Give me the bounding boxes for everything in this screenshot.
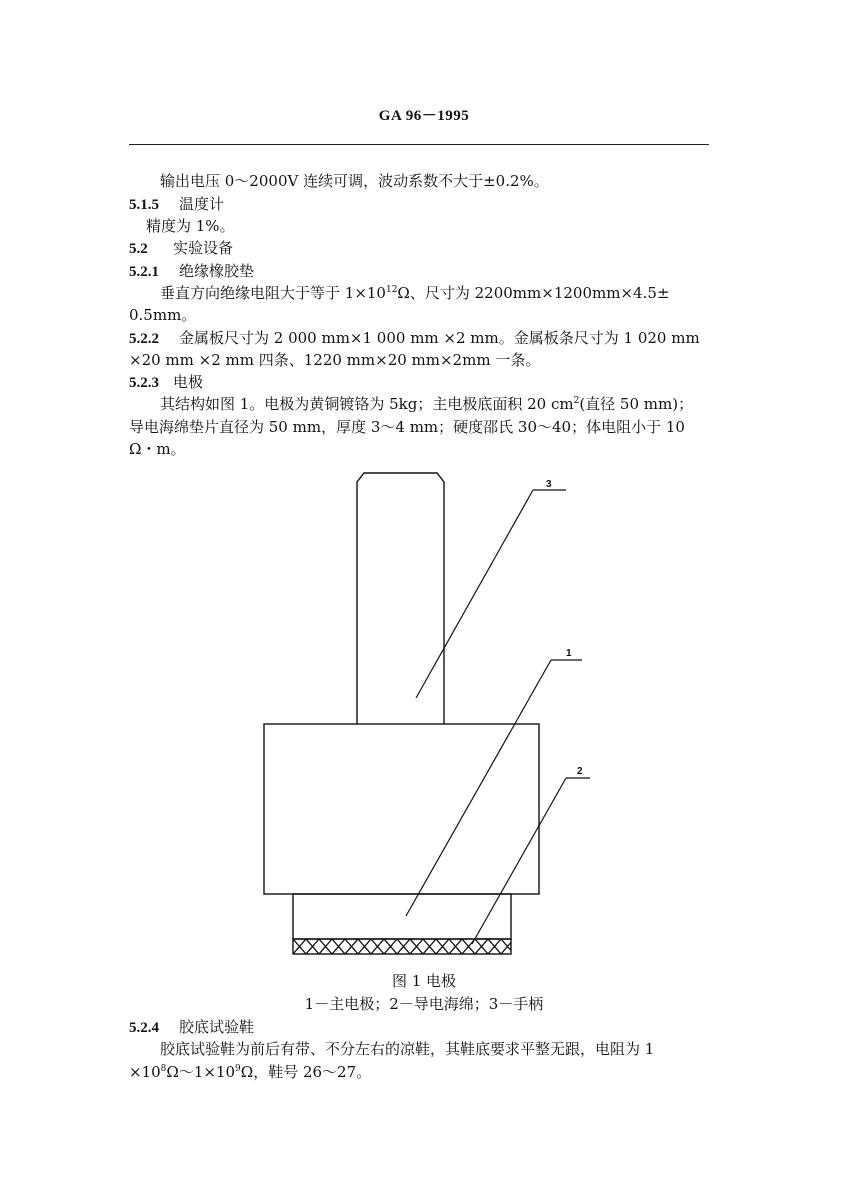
section-number: 5.2.2 [129, 331, 159, 347]
section-5-2-1-text-line-2: 0.5mm。 [129, 306, 197, 324]
section-number: 5.1.5 [129, 197, 159, 213]
figure-label-3: 3 [546, 479, 552, 490]
leader-line-2 [472, 778, 566, 944]
section-title: 电极 [173, 373, 204, 391]
text-part: (直径 50 mm)； [579, 395, 694, 413]
leader-line-3 [416, 490, 533, 698]
section-number: 5.2.4 [129, 1020, 159, 1036]
section-5-2-4-text-line-2 [129, 1062, 371, 1082]
standard-code-header: GA 96－1995 [378, 108, 470, 124]
section-5-2-4-text-line-1: 胶底试验鞋为前后有带、不分左右的凉鞋，其鞋底要求平整无跟，电阻为 1 [160, 1040, 655, 1058]
exponent: 9 [235, 1064, 241, 1074]
handle-shape [357, 473, 444, 724]
section-title: 实验设备 [173, 239, 234, 257]
leader-line-1 [406, 660, 551, 916]
figure-caption: 图 1 电极 [391, 972, 457, 990]
section-title: 绝缘橡胶垫 [179, 262, 255, 280]
figure-label-1: 1 [566, 648, 572, 659]
header-rule [129, 144, 709, 145]
section-5-2-heading [129, 238, 233, 259]
section-5-2-3-text-line-1 [160, 394, 693, 414]
section-5-2-3-text-line-2: 导电海绵垫片直径为 50 mm，厚度 3～4 mm；硬度邵氏 30～40；体电阻小于 10 [129, 418, 685, 436]
section-number: 5.2.1 [129, 264, 159, 280]
section-5-2-1-text-line-1 [160, 283, 669, 303]
section-5-1-5-text: 精度为 1%。 [146, 217, 235, 235]
text-part: ×10 [129, 1063, 161, 1081]
section-5-2-3-text-line-3: Ω・m。 [129, 440, 186, 458]
exponent: 2 [573, 396, 580, 406]
electrode-figure [250, 468, 590, 968]
section-5-2-2-line-2: ×20 mm ×2 mm 四条、1220 mm×20 mm×2mm 一条。 [129, 351, 541, 369]
section-5-2-4-heading [129, 1017, 254, 1038]
section-5-2-1-heading [129, 261, 254, 282]
section-number: 5.2 [129, 241, 148, 257]
text-part: Ω，鞋号 26～27。 [240, 1063, 372, 1081]
text-part: Ω～1×10 [166, 1063, 236, 1081]
text-part: 其结构如图 1。电极为黄铜镀铬为 5kg；主电极底面积 20 cm [160, 395, 574, 413]
section-title: 胶底试验鞋 [179, 1018, 255, 1036]
text-part: 垂直方向绝缘电阻大于等于 1×10 [160, 284, 386, 302]
text-part: 金属板尺寸为 2 000 mm×1 000 mm ×2 mm。金属板条尺寸为 1 020 mm [179, 329, 700, 347]
section-5-2-2-line-1 [129, 328, 700, 349]
section-title: 温度计 [179, 195, 225, 213]
section-number: 5.2.3 [129, 375, 159, 391]
exponent: 12 [385, 285, 398, 295]
output-voltage-text: 输出电压 0～2000V 连续可调，波动系数不大于±0.2%。 [160, 172, 549, 190]
text-part: Ω、尺寸为 2200mm×1200mm×4.5± [397, 284, 670, 302]
section-5-1-5-heading [129, 194, 224, 215]
exponent: 8 [160, 1064, 167, 1074]
main-electrode-body [264, 724, 539, 894]
figure-label-2: 2 [577, 766, 583, 777]
figure-legend: 1－主电极；2－导电海绵；3－手柄 [304, 995, 544, 1013]
conductive-sponge-pad [293, 939, 511, 954]
section-5-2-3-heading [129, 372, 203, 393]
